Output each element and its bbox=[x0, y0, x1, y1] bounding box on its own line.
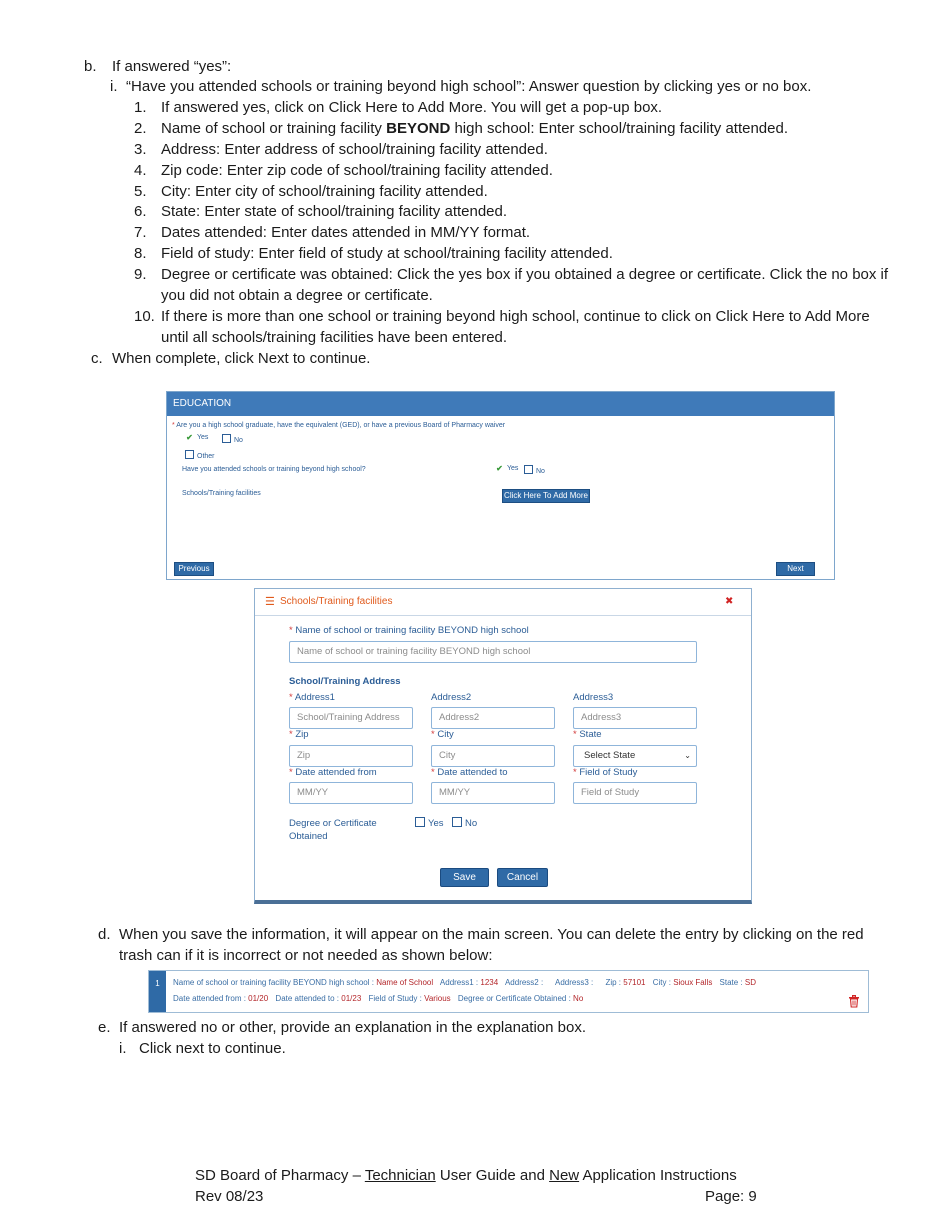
high-school-question: * Are you a high school graduate, have the equivalent (GED), or have a previous Board of Pharmacy waiver bbox=[172, 422, 506, 429]
close-icon[interactable]: ✖ bbox=[725, 596, 734, 607]
address2-input[interactable]: Address2 bbox=[431, 707, 555, 729]
entry-number: 1 bbox=[149, 971, 166, 1012]
name-label: * Name of school or training facility BEYOND high school bbox=[289, 625, 529, 636]
next-button[interactable]: Next bbox=[776, 562, 815, 576]
saved-entry-row bbox=[148, 970, 869, 1013]
checkbox-icon bbox=[415, 817, 425, 827]
from-label: * Date attended from bbox=[289, 767, 377, 778]
field-label: * Field of Study bbox=[573, 767, 638, 778]
checkbox-icon bbox=[185, 450, 194, 459]
education-header: EDUCATION bbox=[167, 392, 834, 416]
address2-label: Address2 bbox=[431, 692, 472, 703]
previous-button[interactable]: Previous bbox=[174, 562, 214, 576]
zip-input[interactable]: Zip bbox=[289, 745, 413, 767]
checkbox-icon bbox=[452, 817, 462, 827]
field-of-study-input[interactable]: Field of Study bbox=[573, 782, 697, 804]
item-c: c. When complete, click Next to continue. bbox=[91, 350, 371, 367]
entry-line-2: Date attended from : 01/20 Date attended to : 01/23 Field of Study : Various Degree or Certificate Obtained : No bbox=[173, 994, 584, 1003]
item-b-i: i. “Have you attended schools or training beyond high school”: Answer question by clicking yes or no box. bbox=[110, 78, 812, 95]
facilities-label: Schools/Training facilities bbox=[182, 490, 261, 497]
city-label: * City bbox=[431, 729, 454, 740]
step-2: 2. Name of school or training facility BEYOND high school: Enter school/training facility attended. bbox=[134, 120, 788, 137]
beyond-no-checkbox[interactable]: No bbox=[524, 465, 545, 475]
step-9: 9. Degree or certificate was obtained: Click the yes box if you obtained a degree or certificate. Click the no box if you did not obtain a degree or certificate. bbox=[134, 266, 889, 304]
item-d: d. When you save the information, it will appear on the main screen. You can delete the entry by clicking on the red trash can if it is incorrect or not needed as shown below: bbox=[98, 926, 864, 964]
address1-label: * Address1 bbox=[289, 692, 335, 703]
step-6: 6. State: Enter state of school/training facility attended. bbox=[134, 203, 508, 220]
footer-title: SD Board of Pharmacy – Technician User Guide and New Application Instructions bbox=[195, 1167, 737, 1184]
address1-input[interactable]: School/Training Address bbox=[289, 707, 413, 729]
step-5: 5. City: Enter city of school/training facility attended. bbox=[134, 183, 488, 200]
hs-yes-checkbox[interactable]: ✔ Yes bbox=[186, 433, 209, 442]
save-button[interactable]: Save bbox=[440, 868, 489, 887]
school-name-input[interactable]: Name of school or training facility BEYOND high school bbox=[289, 641, 697, 663]
checkbox-icon bbox=[222, 434, 231, 443]
address-heading: School/Training Address bbox=[289, 676, 401, 687]
address3-input[interactable]: Address3 bbox=[573, 707, 697, 729]
popup-header bbox=[255, 589, 751, 616]
education-panel bbox=[166, 391, 835, 580]
state-select[interactable]: Select State ⌄ bbox=[573, 745, 697, 767]
beyond-hs-question: Have you attended schools or training beyond high school? bbox=[182, 466, 366, 473]
step-7: 7. Dates attended: Enter dates attended in MM/YY format. bbox=[134, 224, 531, 241]
degree-yes-checkbox[interactable]: Yes bbox=[415, 817, 444, 829]
entry-line-1: Name of school or training facility BEYOND high school : Name of School Address1 : 1234 Address2 : Address3 : Zip : 57101 City : Sioux Falls State : SD bbox=[173, 978, 757, 987]
popup-title: Schools/Training facilities bbox=[280, 596, 393, 607]
step-8: 8. Field of study: Enter field of study at school/training facility attended. bbox=[134, 245, 613, 262]
item-e: e. If answered no or other, provide an explanation in the explanation box. bbox=[98, 1019, 586, 1036]
degree-label: Degree or Certificate Obtained bbox=[289, 818, 377, 842]
facilities-popup bbox=[254, 588, 752, 904]
beyond-yes-checkbox[interactable]: ✔ Yes bbox=[496, 464, 519, 473]
step-4: 4. Zip code: Enter zip code of school/training facility attended. bbox=[134, 162, 553, 179]
zip-label: * Zip bbox=[289, 729, 309, 740]
to-label: * Date attended to bbox=[431, 767, 508, 778]
date-from-input[interactable]: MM/YY bbox=[289, 782, 413, 804]
city-input[interactable]: City bbox=[431, 745, 555, 767]
trash-icon[interactable] bbox=[848, 995, 860, 1008]
cancel-button[interactable]: Cancel bbox=[497, 868, 548, 887]
checkmark-icon: ✔ bbox=[186, 433, 193, 442]
step-3: 3. Address: Enter address of school/training facility attended. bbox=[134, 141, 548, 158]
address3-label: Address3 bbox=[573, 692, 614, 703]
list-icon: ☰ bbox=[265, 596, 275, 608]
footer-page: Page: 9 bbox=[705, 1188, 757, 1205]
item-b: b. If answered “yes”: bbox=[84, 58, 232, 75]
hs-no-checkbox[interactable]: No bbox=[222, 434, 243, 444]
date-to-input[interactable]: MM/YY bbox=[431, 782, 555, 804]
degree-no-checkbox[interactable]: No bbox=[452, 817, 477, 829]
footer-rev: Rev 08/23 bbox=[195, 1188, 264, 1205]
step-10: 10. If there is more than one school or training beyond high school, continue to click on Click Here to Add More until all schools/training facilities have been entered. bbox=[134, 308, 870, 346]
checkbox-icon bbox=[524, 465, 533, 474]
hs-other-checkbox[interactable]: Other bbox=[185, 450, 215, 460]
step-1: 1. If answered yes, click on Click Here to Add More. You will get a pop-up box. bbox=[134, 99, 663, 116]
state-label: * State bbox=[573, 729, 602, 740]
chevron-down-icon: ⌄ bbox=[684, 751, 691, 760]
checkmark-icon: ✔ bbox=[496, 464, 503, 473]
add-more-button[interactable]: Click Here To Add More bbox=[502, 489, 590, 503]
item-e-i: i. Click next to continue. bbox=[119, 1040, 286, 1057]
